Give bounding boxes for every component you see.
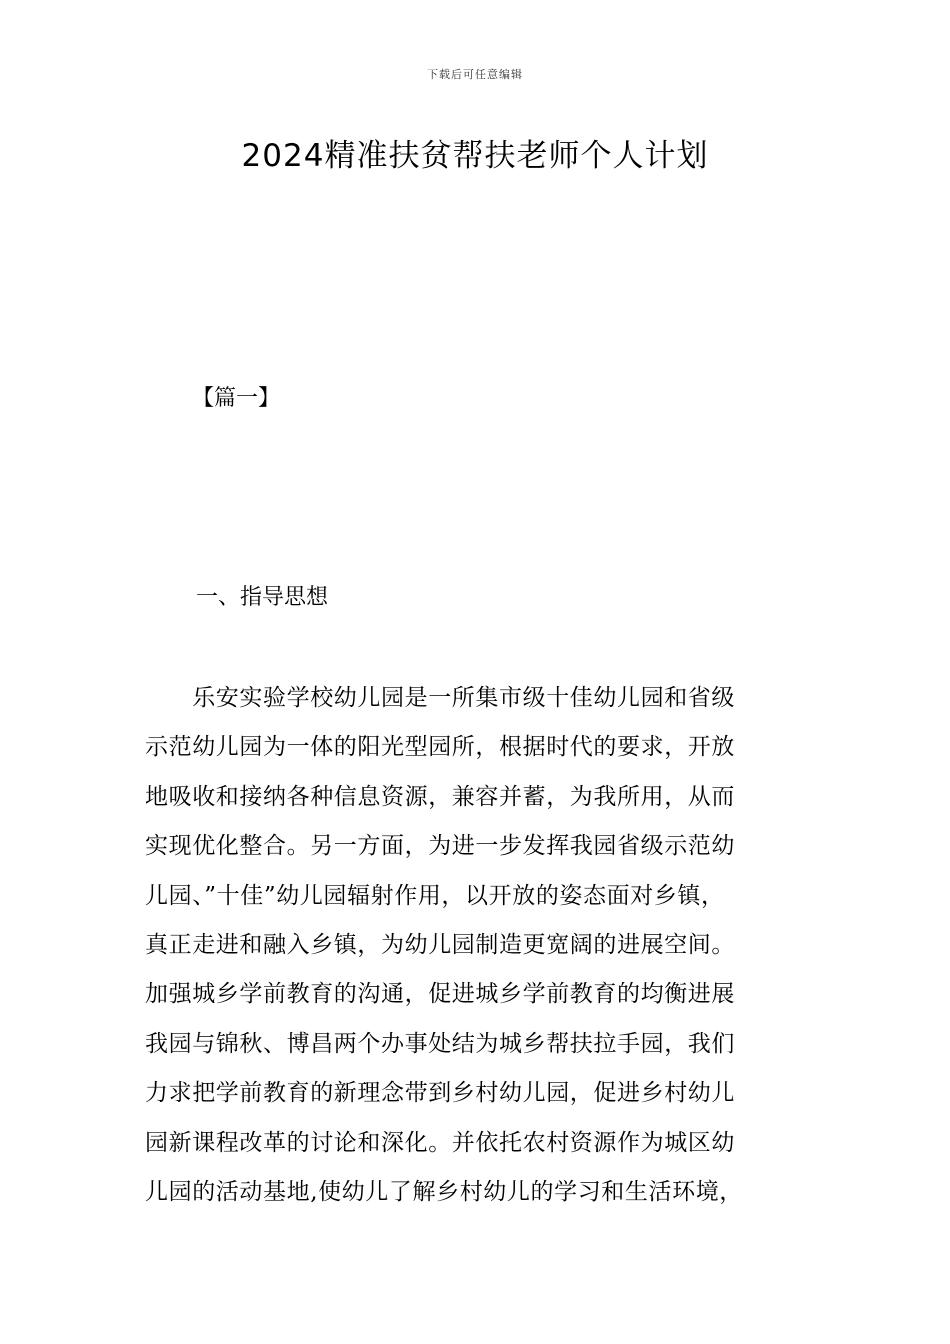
body-line: 乐安实验学校幼儿园是一所集市级十佳幼儿园和省级 bbox=[145, 685, 735, 711]
body-line: 地吸收和接纳各种信息资源，兼容并蓄，为我所用，从而 bbox=[145, 783, 735, 810]
body-paragraph bbox=[145, 678, 835, 1221]
document-title: 2024精准扶贫帮扶老师个人计划 bbox=[241, 138, 709, 174]
section-heading: 一、指导思想 bbox=[196, 585, 329, 610]
body-line: 真正走进和融入乡镇，为幼儿园制造更宽阔的进展空间。 bbox=[145, 931, 735, 958]
body-line: 实现优化整合。另一方面，为进一步发挥我园省级示范幼 bbox=[145, 833, 735, 860]
body-line: 力求把学前教育的新理念带到乡村幼儿园，促进乡村幼儿 bbox=[145, 1080, 735, 1107]
body-line: 儿园的活动基地,使幼儿了解乡村幼儿的学习和生活环境， bbox=[145, 1178, 743, 1205]
body-line: 我园与锦秋、博昌两个办事处结为城乡帮扶拉手园，我们 bbox=[145, 1030, 735, 1057]
body-line: 加强城乡学前教育的沟通，促进城乡学前教育的均衡进展 bbox=[145, 981, 735, 1008]
header-note: 下载后可任意编辑 bbox=[427, 68, 523, 81]
section-tag: 【篇一】 bbox=[192, 386, 281, 411]
body-line: 园新课程改革的讨论和深化。并依托农村资源作为城区幼 bbox=[145, 1129, 735, 1156]
body-line: 示范幼儿园为一体的阳光型园所，根据时代的要求，开放 bbox=[145, 734, 735, 761]
body-line: 儿园、”十佳”幼儿园辐射作用，以开放的姿态面对乡镇， bbox=[145, 882, 725, 909]
